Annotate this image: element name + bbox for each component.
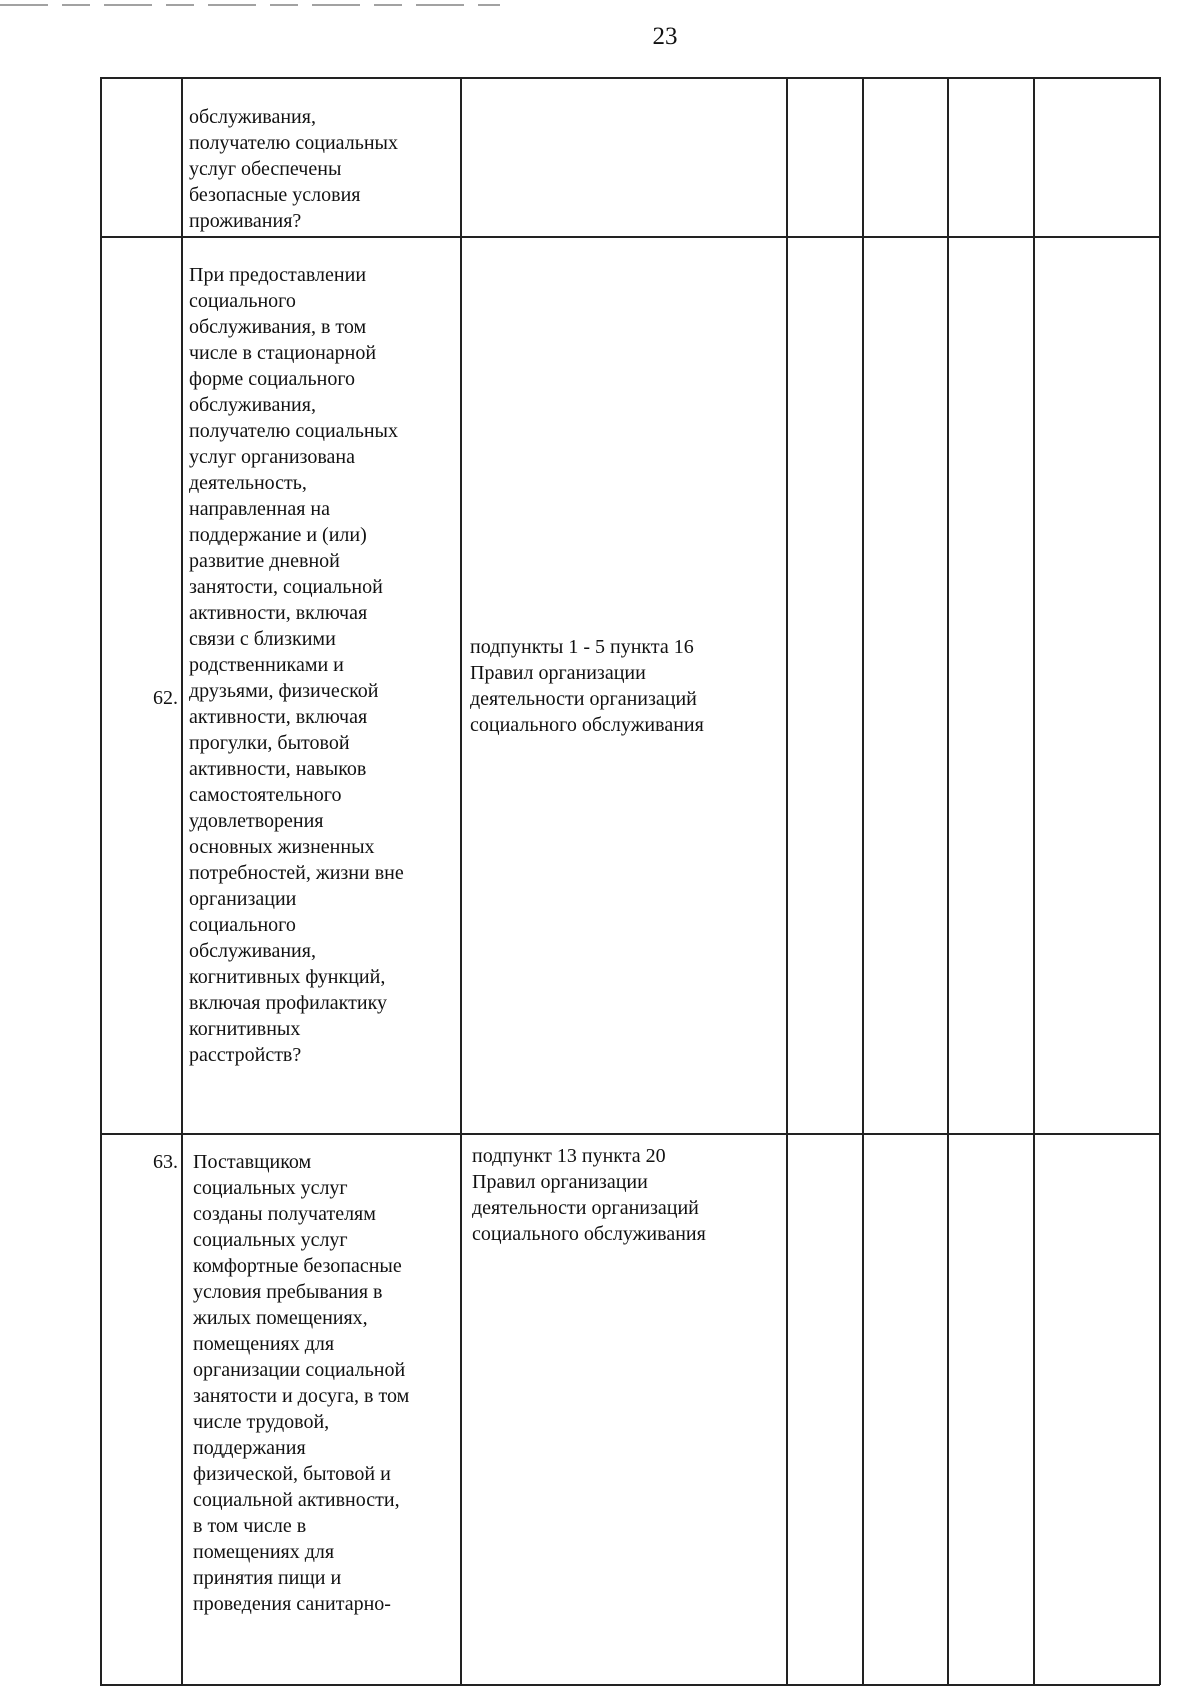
table-border-bottom bbox=[100, 1684, 1160, 1686]
column-divider bbox=[100, 77, 102, 1685]
column-divider bbox=[786, 77, 788, 1685]
table-border-top bbox=[100, 77, 1160, 79]
row-reference: подпункты 1 - 5 пункта 16 Правил организации деятельности организаций социального обслуживания bbox=[470, 636, 704, 736]
row-question: обслуживания, получателю социальных услуг обеспечены безопасные условия проживания? bbox=[189, 106, 398, 232]
row-divider bbox=[100, 236, 1160, 238]
table-border-right bbox=[1159, 77, 1161, 1685]
row-number: 62. bbox=[153, 687, 178, 709]
column-divider bbox=[1033, 77, 1035, 1685]
column-divider bbox=[460, 77, 462, 1685]
row-question: При предоставлении социального обслуживания, в том числе в стационарной форме социального обслуживания, получателю социальных услуг организована деятельность, направленная на поддержание и (или) развитие дневной занятости, социальной активности, включая связи с близкими родственниками и друзьями, физической активности, включая прогулки, бытовой активности, навыков самостоятельного удовлетворения основных жизненных потребностей, жизни вне организации социального обслуживания, когнитивных функций, включая профилактику когнитивных расстройств? bbox=[189, 264, 404, 1066]
row-divider bbox=[100, 1133, 1160, 1135]
row-number: 63. bbox=[153, 1151, 178, 1173]
column-divider bbox=[181, 77, 183, 1685]
row-question: Поставщиком социальных услуг созданы получателям социальных услуг комфортные безопасные условия пребывания в жилых помещениях, помещениях для организации социальной занятости и досуга, в том числе трудовой, поддержания физической, бытовой и социальной активности, в том числе в помещениях для принятия пищи и проведения санитарно- bbox=[193, 1151, 410, 1615]
row-reference: подпункт 13 пункта 20 Правил организации деятельности организаций социального обслуживания bbox=[472, 1145, 706, 1245]
column-divider bbox=[947, 77, 949, 1685]
scan-artifact-line bbox=[0, 4, 500, 6]
page-number: 23 bbox=[652, 23, 678, 50]
column-divider bbox=[862, 77, 864, 1685]
